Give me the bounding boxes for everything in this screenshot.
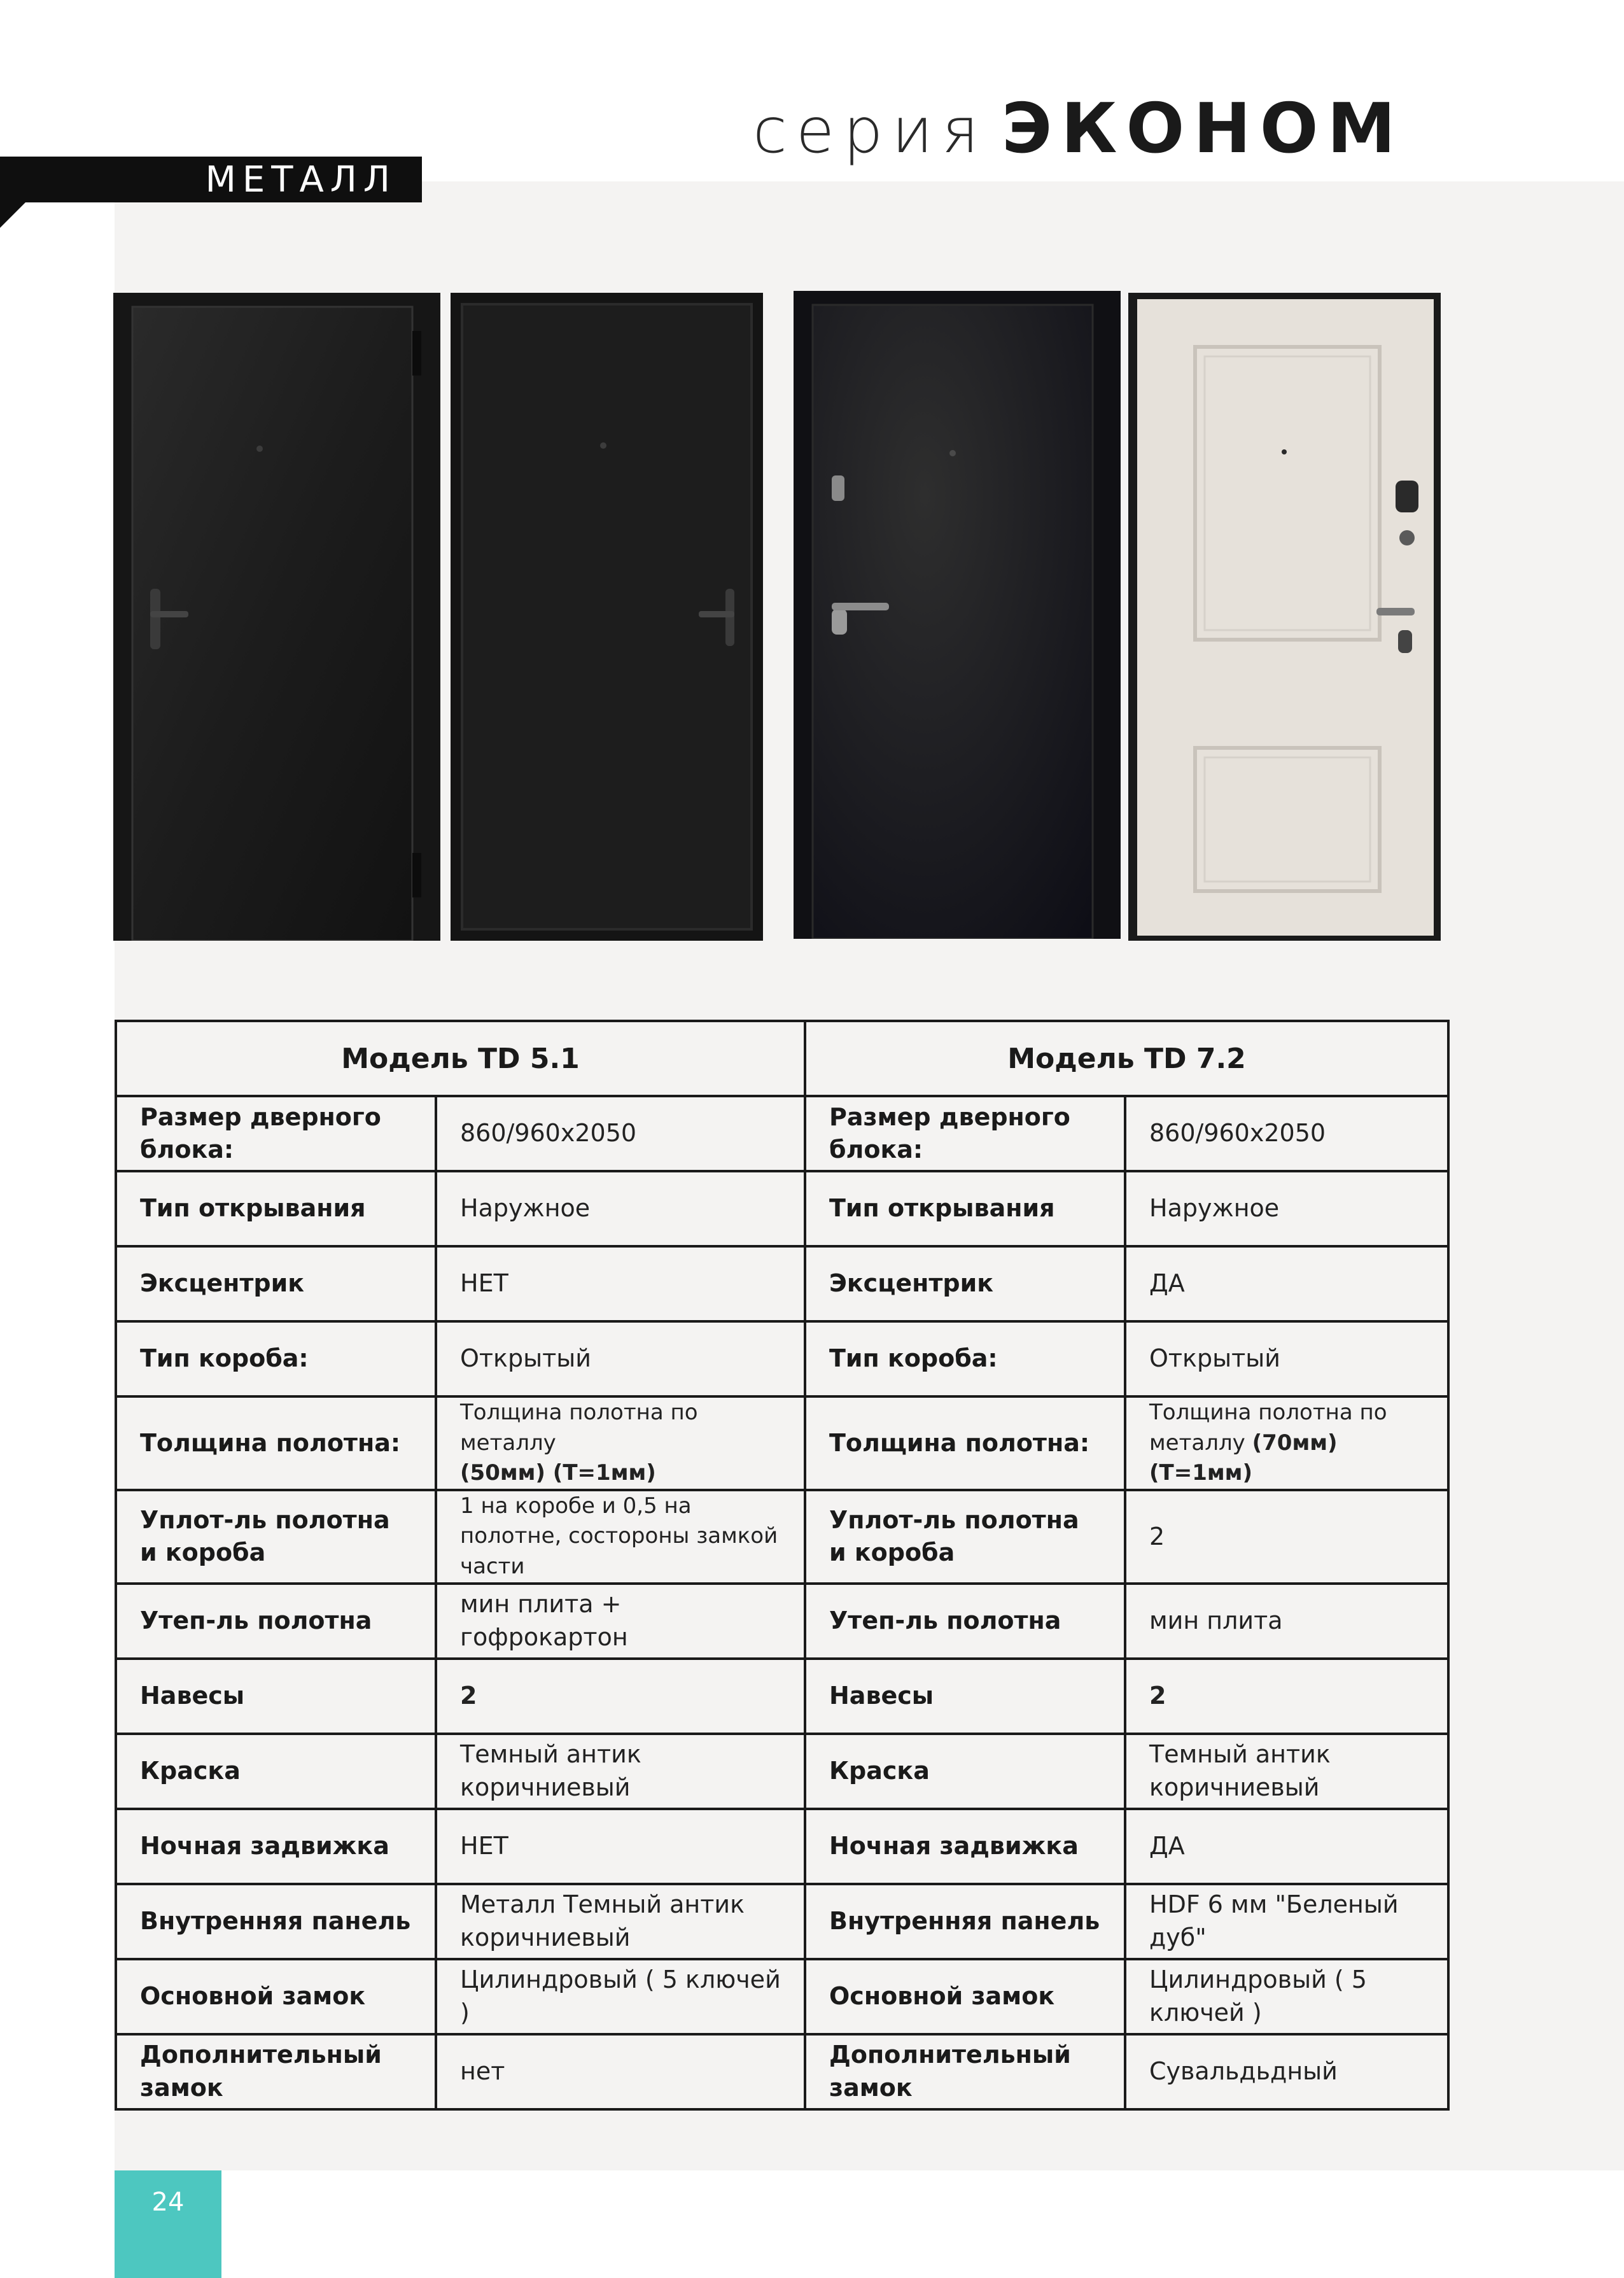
row-label: Внутренняя панель [116,1884,436,1959]
row-label: Тип короба: [805,1321,1125,1396]
row-label: Навесы [116,1659,436,1734]
table-row [116,1171,1448,1246]
model-2-value: ДА [1125,1246,1448,1321]
model-2-value: Сувальдьдный [1125,2034,1448,2109]
door-td72-outer [794,291,1121,939]
model-1-value: 2 [436,1659,805,1734]
row-label: Размер дверного блока: [805,1096,1125,1171]
table-row [116,1734,1448,1809]
row-label: Основной замок [116,1959,436,2034]
door-td72-inner [1128,293,1441,941]
row-label: Толщина полотна: [805,1396,1125,1490]
category-tab-label: МЕТАЛЛ [205,159,396,200]
model-2-value: 2 [1125,1659,1448,1734]
row-label: Уплот-ль полотна и короба [116,1490,436,1584]
model-2-value: мин плита [1125,1584,1448,1659]
wood-panel-door-icon [1128,293,1441,941]
table-row [116,1584,1448,1659]
model-1-value: мин плита + гофрокартон [436,1584,805,1659]
table-row [116,1809,1448,1884]
table-row [116,1246,1448,1321]
table-row [116,2034,1448,2109]
model-1-value: 860/960x2050 [436,1096,805,1171]
row-label: Внутренняя панель [805,1884,1125,1959]
model-2-value: 860/960x2050 [1125,1096,1448,1171]
model-1-value [436,1396,805,1490]
page-number: 24 [115,2170,221,2278]
thickness-strong: (50мм) (T=1мм) [460,1460,656,1486]
tab-corner [0,202,25,228]
row-label: Дополнительный замок [116,2034,436,2109]
model-2-heading: Модель TD 7.2 [805,1021,1448,1096]
model-1-value: нет [436,2034,805,2109]
model-1-value: Открытый [436,1321,805,1396]
row-label: Навесы [805,1659,1125,1734]
row-label: Утеп-ль полотна [805,1584,1125,1659]
row-label: Размер дверного блока: [116,1096,436,1171]
table-row [116,1959,1448,2034]
model-1-heading: Модель TD 5.1 [116,1021,805,1096]
model-2-value: Темный антик коричниевый [1125,1734,1448,1809]
row-label: Уплот-ль полотна и короба [805,1490,1125,1584]
row-label: Утеп-ль полотна [116,1584,436,1659]
door-td51-outer [113,293,440,941]
door-td51-inner [451,293,763,941]
model-2-value: ДА [1125,1809,1448,1884]
row-label: Ночная задвижка [805,1809,1125,1884]
model-1-value: 1 на коробе и 0,5 на полотне, состороны замкой части [436,1490,805,1584]
series-name: ЭКОНОМ [1001,89,1404,169]
table-header-row [116,1021,1448,1096]
row-label: Краска [116,1734,436,1809]
row-label: Толщина полотна: [116,1396,436,1490]
row-label: Ночная задвижка [116,1809,436,1884]
specs-table [115,1020,1450,2111]
row-label: Тип короба: [116,1321,436,1396]
table-row [116,1396,1448,1490]
metal-door-outer-icon [794,291,1121,939]
model-2-value: Наружное [1125,1171,1448,1246]
table-row [116,1096,1448,1171]
model-2-value: HDF 6 мм "Беленый дуб" [1125,1884,1448,1959]
row-label: Основной замок [805,1959,1125,2034]
model-1-value: НЕТ [436,1809,805,1884]
model-2-value [1125,1396,1448,1490]
metal-door-inner-icon [451,293,763,941]
series-title [753,89,1404,185]
table-row [116,1490,1448,1584]
thickness-text: Толщина полотна по металлу [460,1400,698,1456]
table-row [116,1321,1448,1396]
thickness-text: Толщина полотна по металлу [1149,1400,1387,1456]
thickness-strong: (70мм) (T=1мм) [1149,1430,1338,1486]
model-1-value: НЕТ [436,1246,805,1321]
category-tab [0,157,422,202]
model-1-value: Цилиндровый ( 5 ключей ) [436,1959,805,2034]
model-1-value: Темный антик коричниевый [436,1734,805,1809]
model-1-value: Металл Темный антик коричниевый [436,1884,805,1959]
row-label: Эксцентрик [116,1246,436,1321]
model-2-value: Цилиндровый ( 5 ключей ) [1125,1959,1448,2034]
row-label: Краска [805,1734,1125,1809]
model-1-value: Наружное [436,1171,805,1246]
row-label: Тип открывания [116,1171,436,1246]
metal-door-outer-icon [113,293,440,941]
table-row [116,1659,1448,1734]
row-label: Эксцентрик [805,1246,1125,1321]
row-label: Тип открывания [805,1171,1125,1246]
table-row [116,1884,1448,1959]
model-2-value: Открытый [1125,1321,1448,1396]
model-2-value: 2 [1125,1490,1448,1584]
series-prefix: серия [753,95,988,167]
row-label: Дополнительный замок [805,2034,1125,2109]
